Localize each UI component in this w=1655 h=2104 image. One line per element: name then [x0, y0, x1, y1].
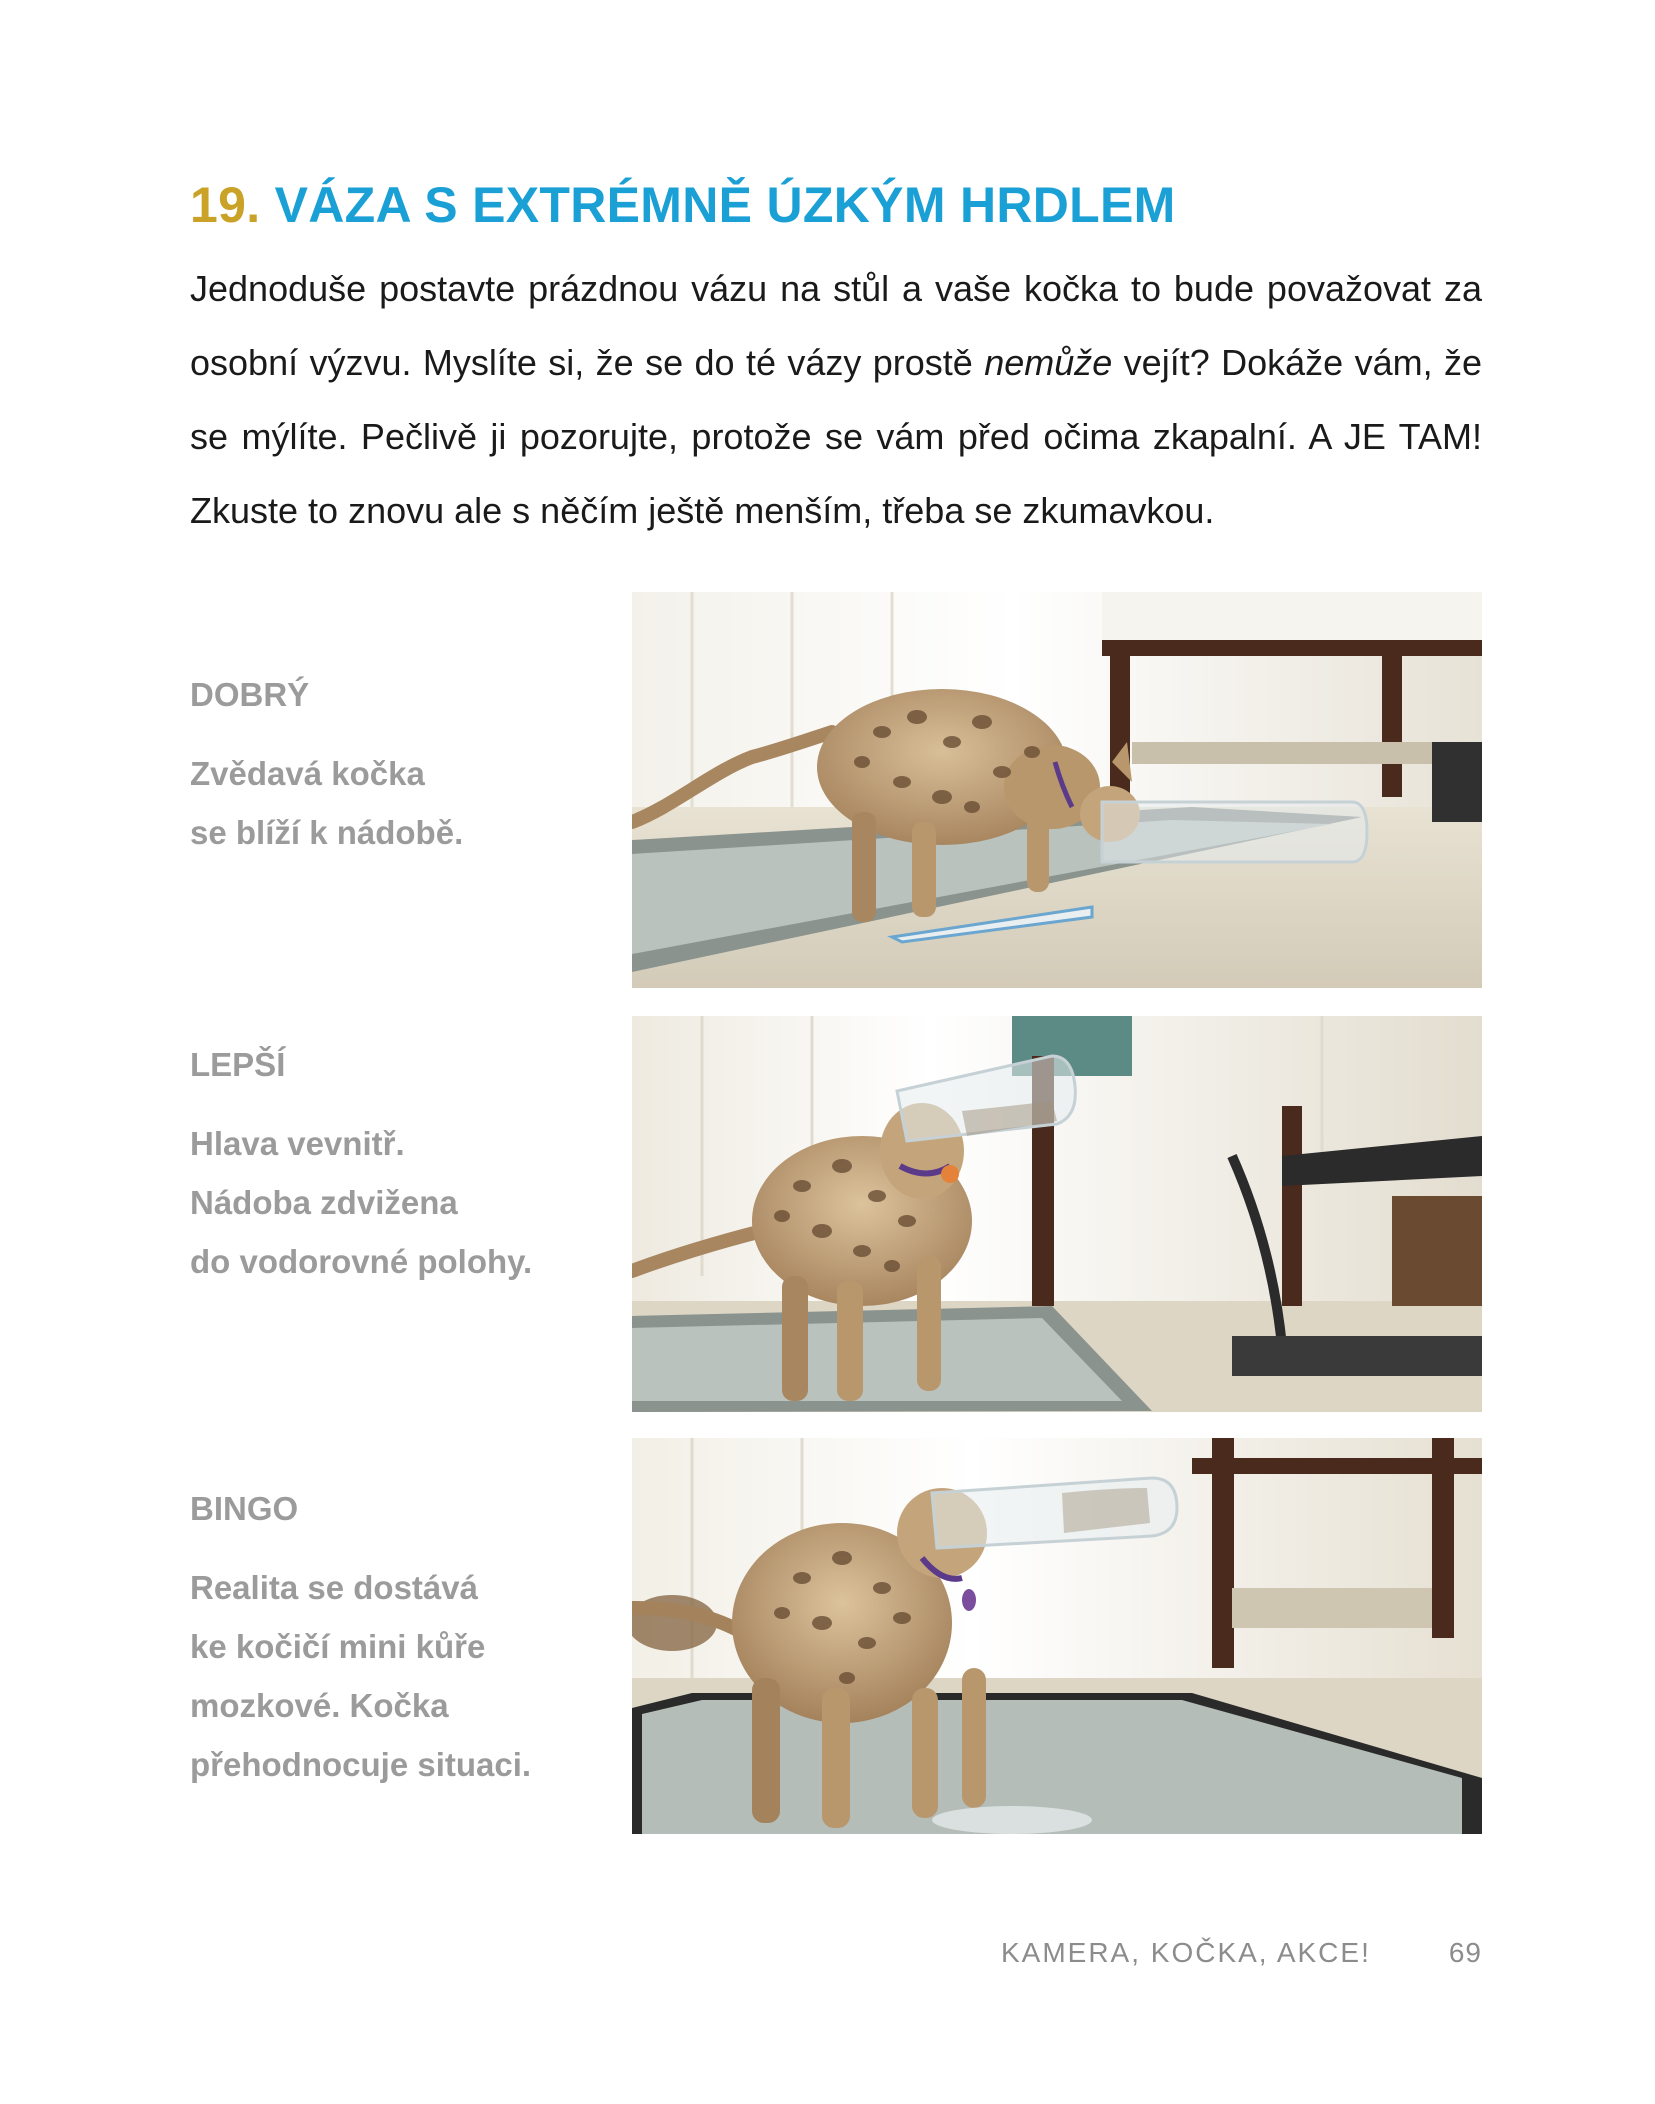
section-title: VÁZA S EXTRÉMNĚ ÚZKÝM HRDLEM: [274, 177, 1176, 233]
intro-text-part2: vejít? Dokáže vám, že se mýlíte. Pečlivě ji pozorujte, protože se vám před očima zkapalní. A JE TAM! Zkuste to znovu ale s něčím ještě menším, třeba se zkumavkou.: [190, 342, 1482, 531]
intro-text-part1: Jednoduše postavte prázdnou vázu na stůl a vaše kočka to bude považovat za osobní výzvu. Myslíte si, že se do té vázy prostě: [190, 268, 1482, 383]
step-label: BINGO: [190, 1490, 299, 1527]
photo-cat-head-in-vase: [632, 1016, 1482, 1412]
footer-book-title: KAMERA, KOČKA, AKCE!: [1000, 1937, 1371, 1968]
photo-cat-approaching-vase: [632, 592, 1482, 988]
photo-cat-with-vase-on-head-image: [632, 1438, 1482, 1834]
page-footer: [1001, 1937, 1482, 1969]
step-caption-good: [190, 676, 610, 862]
page-number: 69: [1448, 1937, 1482, 1968]
step-label: DOBRÝ: [190, 676, 310, 713]
photo-cat-head-in-vase-image: [632, 1016, 1482, 1412]
step-label: LEPŠÍ: [190, 1046, 286, 1083]
section-number: 19.: [190, 177, 261, 233]
section-heading: [190, 176, 1176, 234]
step-description: Zvědavá kočka se blíží k nádobě.: [190, 755, 464, 851]
intro-paragraph: [190, 252, 1482, 548]
step-caption-bingo: [190, 1490, 610, 1794]
photo-cat-approaching-vase-image: [632, 592, 1482, 988]
step-caption-better: [190, 1046, 610, 1291]
step-description: Realita se dostává ke kočičí mini kůře mozkové. Kočka přehodnocuje situaci.: [190, 1569, 532, 1783]
photo-cat-with-vase-on-head: [632, 1438, 1482, 1834]
step-description: Hlava vevnitř. Nádoba zdvižena do vodorovné polohy.: [190, 1125, 533, 1280]
intro-emphasis: nemůže: [984, 342, 1113, 383]
